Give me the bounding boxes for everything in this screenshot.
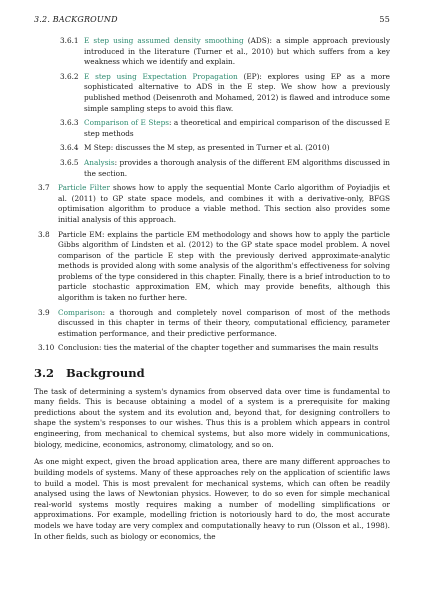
section-link[interactable]: Comparison [58,307,103,317]
outline-item [38,343,390,354]
running-head-section: 3.2. BACKGROUND [34,15,118,24]
outline-item [38,183,390,225]
subitem-text: : a theoretical and empirical comparison of the discussed E step methods [84,118,391,138]
section-number: 3.2 [34,366,55,381]
item-number: 3.9 [38,307,50,317]
outline-subitem [60,157,390,179]
subitem-number: 3.6.2 [60,71,79,81]
item-number: 3.10 [38,343,55,353]
section-link[interactable]: Particle Filter [58,183,110,193]
outline-subitem [60,36,390,68]
item-number: 3.8 [38,229,50,239]
section-link[interactable]: Analysis [84,157,115,167]
item-text: : a thorough and completely novel comparison of most of the methods discussed in this chapter in terms of their theory, computational efficiency, parameter estimation performance, and their predictive performance. [58,307,390,338]
outline-item [38,307,390,340]
subitem-number: 3.6.3 [60,118,79,128]
subitem-number: 3.6.4 [60,143,79,153]
subitem-text: (EP): explores using EP as a more sophisticated alternative to ADS in the E step. We show how a previously published method (Deisenroth and Mohamed, 2012) is flawed and introduce some simple sampling steps to avoid this flaw. [84,71,390,113]
subitem-text: M Step: discusses the M step, as presented in Turner et al. (2010) [84,143,330,153]
section-title: Background [66,366,145,381]
outline-subitem [60,143,390,154]
page-content [34,36,390,546]
section-link[interactable]: E step using Expectation Propagation [84,71,238,81]
body-paragraph: As one might expect, given the broad application area, there are many different approaches to building models of systems. Many of these approaches rely on the application of scientific laws to build a model. This is most prevalent for mechanical systems, which can often be readily analysed using the laws of Newtonian physics. However, to do so even for simple mechanical real-world systems mostly requires making a number of modelling simplifications or approximations. For example, modelling friction is notoriously hard to do, the most accurate models we have today are very complex and computationally heavy to run (Olsson et al., 1998). In other fields, such as biology or economics, the [34,457,390,541]
subitem-number: 3.6.1 [60,36,79,45]
section-link[interactable]: Comparison of E Steps [84,118,169,128]
running-head [34,15,390,29]
item-text: Conclusion: ties the material of the chapter together and summarises the main results [58,343,379,353]
outline-subitem [60,71,390,114]
outline-subitem [60,118,391,139]
section-link[interactable]: E step using assumed density smoothing [84,36,244,45]
section-heading [34,368,390,379]
page-number: 55 [379,15,390,24]
item-text: shows how to apply the sequential Monte Carlo algorithm of Poyiadjis et al. (2011) to GP state space models, and combines it with a derivative-only, BFGS optimisation algorithm to produce a viable method. This section also provides some initial analysis of this approach. [58,183,390,224]
outline-item [38,229,390,304]
item-text: Particle EM: explains the particle EM methodology and shows how to apply the particle Gibbs algorithm of Lindsten et al. (2012) to the GP state space model problem. A novel comparison of the particle E step with the previously derived approximate-analytic methods is provided along with some analysis of the algorithm's effectiveness for solving problems of the type considered in this chapter. Finally, there is a brief introduction to to particle stochastic approximation EM, which may provide benefits, although this algorithm is taken no further here. [58,229,390,303]
item-number: 3.7 [38,183,50,193]
subitem-number: 3.6.5 [60,157,79,167]
subitem-text: : provides a thorough analysis of the different EM algorithms discussed in the section. [84,157,390,178]
body-paragraph: The task of determining a system's dynamics from observed data over time is fundamental to many fields. This is because obtaining a model of a system is a prerequisite for making predictions about the system and its evolution and, beyond that, for designing controllers to shape the system's responses to our wishes. Thus this is a problem which appears in control engineering, from mechanical to chemical systems, but also more widely in communications, biology, medicine, economics, astronomy, climatology, and so on. [34,386,390,449]
subitem-text: (ADS): a simple approach previously introduced in the literature (Turner et al., 2010) but which suffers from a key weakness which we identify and explain. [84,36,390,67]
